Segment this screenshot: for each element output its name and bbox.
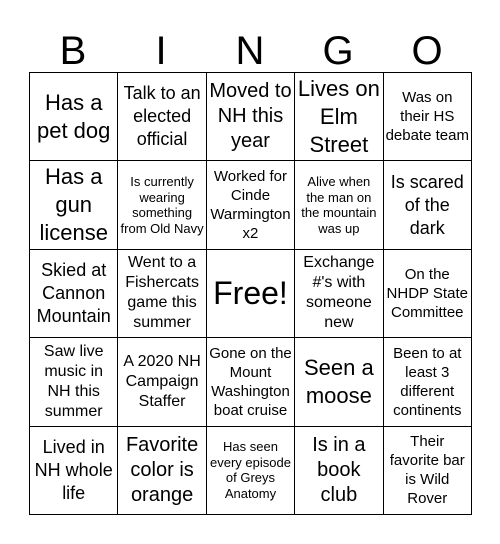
- bingo-cell[interactable]: [295, 427, 383, 515]
- cell-text: Seen a moose: [304, 354, 374, 408]
- cell-text: Is currently wearing something from Old Navy: [120, 174, 204, 236]
- cell-text: Their favorite bar is Wild Rover: [389, 433, 465, 508]
- cell-text: Gone on the Mount Washington boat cruise: [209, 344, 292, 419]
- header-letter-i: I: [155, 29, 167, 73]
- cell-text: Has seen every episode of Greys Anatomy: [210, 439, 291, 501]
- bingo-cell[interactable]: [30, 427, 118, 515]
- bingo-cell[interactable]: [384, 338, 472, 426]
- cell-text: A 2020 NH Campaign Staffer: [123, 352, 201, 410]
- cell-text: Was on their HS debate team: [385, 89, 469, 145]
- header-letter-b: B: [59, 29, 87, 73]
- bingo-cell[interactable]: [207, 338, 295, 426]
- bingo-cell[interactable]: [207, 73, 295, 161]
- bingo-cell[interactable]: [118, 427, 206, 515]
- cell-text: Favorite color is orange: [125, 433, 199, 506]
- bingo-cell[interactable]: [118, 338, 206, 426]
- bingo-cell[interactable]: [207, 161, 295, 249]
- bingo-cell[interactable]: [118, 250, 206, 338]
- bingo-cell[interactable]: [30, 73, 118, 161]
- bingo-cell[interactable]: [384, 250, 472, 338]
- header-letter-o: O: [411, 29, 443, 73]
- header-letter-n: N: [235, 29, 265, 73]
- cell-text: Moved to NH this year: [209, 80, 292, 153]
- bingo-cell[interactable]: [295, 338, 383, 426]
- cell-text: Skied at Cannon Mountain: [36, 259, 111, 326]
- bingo-cell[interactable]: [207, 427, 295, 515]
- free-space-text: Free!: [213, 275, 288, 312]
- bingo-cell[interactable]: [295, 73, 383, 161]
- cell-text: Alive when the man on the mountain was up: [301, 174, 377, 236]
- bingo-header: [29, 28, 471, 74]
- cell-text: Worked for Cinde Warmington x2: [210, 168, 291, 243]
- cell-text: Is in a book club: [312, 433, 366, 506]
- cell-text: Exchange #'s with someone new: [303, 254, 375, 332]
- bingo-cell[interactable]: [384, 427, 472, 515]
- bingo-cell[interactable]: [384, 73, 472, 161]
- cell-text: Lives on Elm Street: [297, 75, 380, 157]
- bingo-cell[interactable]: [118, 73, 206, 161]
- bingo-cell[interactable]: [30, 161, 118, 249]
- bingo-cell[interactable]: [384, 161, 472, 249]
- bingo-grid: [29, 72, 472, 515]
- bingo-cell[interactable]: [30, 338, 118, 426]
- header-letter-g: G: [322, 29, 354, 73]
- free-space-cell[interactable]: [207, 250, 295, 338]
- bingo-cell[interactable]: [295, 161, 383, 249]
- cell-text: Has a gun license: [39, 164, 108, 246]
- cell-text: Lived in NH whole life: [34, 436, 113, 503]
- cell-text: On the NHDP State Committee: [386, 265, 468, 321]
- cell-text: Is scared of the dark: [390, 171, 464, 238]
- cell-text: Has a pet dog: [36, 89, 111, 143]
- cell-text: Went to a Fishercats game this summer: [125, 254, 199, 332]
- cell-text: Saw live music in NH this summer: [43, 342, 104, 420]
- bingo-cell[interactable]: [30, 250, 118, 338]
- cell-text: Talk to an elected official: [123, 83, 201, 150]
- bingo-cell[interactable]: [118, 161, 206, 249]
- cell-text: Been to at least 3 different continents: [393, 344, 462, 419]
- bingo-cell[interactable]: [295, 250, 383, 338]
